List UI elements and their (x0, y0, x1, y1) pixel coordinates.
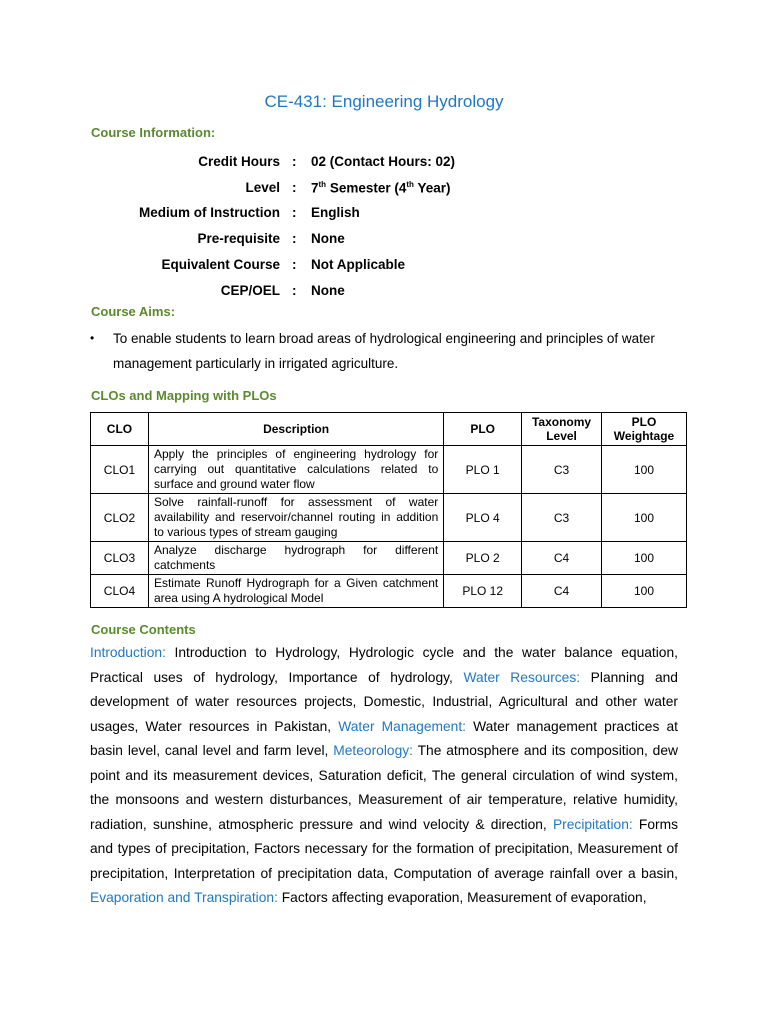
info-row-equivalent-course (0, 257, 768, 277)
level-year-text: Year) (413, 180, 451, 196)
info-separator: : (292, 257, 297, 272)
column-header-clo: CLO (91, 413, 149, 446)
clo-description-cell: Analyze discharge hydrograph for different catchments (148, 542, 443, 575)
plo-cell: PLO 2 (444, 542, 522, 575)
course-information-heading: Course Information: (91, 125, 216, 140)
info-separator: : (292, 231, 297, 246)
table-header-row (91, 413, 687, 446)
clo-mapping-table (90, 412, 687, 608)
plo-cell: PLO 1 (444, 446, 522, 494)
plo-cell: PLO 4 (444, 494, 522, 542)
taxonomy-level-cell: C4 (522, 575, 602, 608)
info-row-pre-requisite (0, 231, 768, 251)
info-value: English (311, 205, 360, 220)
topic-description: Factors affecting evaporation, Measurement of evaporation, (277, 890, 647, 905)
plo-weightage-cell: 100 (602, 494, 687, 542)
ordinal-suffix: th (406, 180, 414, 189)
course-aim-text: To enable students to learn broad areas of hydrological engineering and principles of water management particularly in irrigated agriculture. (113, 331, 655, 371)
course-contents-paragraph (90, 641, 678, 911)
course-contents-heading: Course Contents (91, 622, 196, 637)
info-label: Medium of Instruction (139, 205, 280, 220)
topic-label-water-resources: Water Resources: (463, 669, 581, 685)
taxonomy-level-cell: C3 (522, 494, 602, 542)
plo-weightage-cell: 100 (602, 575, 687, 608)
plo-cell: PLO 12 (444, 575, 522, 608)
course-title: CE-431: Engineering Hydrology (264, 92, 504, 111)
clo-id-cell: CLO1 (91, 446, 149, 494)
topic-description: The atmosphere and its composition, dew point and its measurement devices, Saturation deficit, The general circulation of wind system, the monsoons and western disturbances, Measurement of air temperature, relative humidity, radiation, sunshine, atmospheric pressure and wind velocity & direction, (90, 743, 678, 832)
clo-description-cell: Solve rainfall-runoff for assessment of water availability and reservoir/channel routing in addition to various types of stream gauging (148, 494, 443, 542)
info-row-cep-oel (0, 283, 768, 303)
course-aims-list-item (90, 326, 690, 376)
table-row (91, 542, 687, 575)
column-header-plo-weightage: PLO Weightage (602, 413, 687, 446)
bullet-icon: • (90, 331, 95, 345)
ordinal-suffix: th (318, 180, 327, 189)
taxonomy-level-cell: C4 (522, 542, 602, 575)
info-separator: : (292, 205, 297, 220)
taxonomy-level-cell: C3 (522, 446, 602, 494)
info-value: Not Applicable (311, 257, 406, 272)
clo-description-cell: Apply the principles of engineering hydrology for carrying out quantitative calculations related to surface and ground water flow (148, 446, 443, 494)
topic-description: Forms and types of precipitation, Factors necessary for the formation of precipitation, Measurement of precipitation, Interpretation of precipitation data, Computation of average rainfall over a basin, (90, 816, 678, 881)
topic-label-evaporation-transpiration: Evaporation and Transpiration: (90, 890, 278, 905)
column-header-plo: PLO (444, 413, 522, 446)
course-aims-heading: Course Aims: (91, 304, 176, 319)
topic-description: Water management practices at basin level, canal level and farm level, (90, 718, 678, 758)
topic-label-introduction: Introduction: (90, 645, 166, 660)
info-separator: : (292, 180, 297, 195)
info-label: Equivalent Course (161, 257, 280, 272)
info-row-medium-of-instruction (0, 205, 768, 225)
table-row (91, 494, 687, 542)
info-row-level (0, 180, 768, 200)
info-separator: : (292, 154, 297, 169)
info-value: 02 (Contact Hours: 02) (311, 154, 456, 169)
topic-label-meteorology: Meteorology: (333, 743, 413, 758)
info-label: Pre-requisite (197, 231, 280, 246)
topic-label-precipitation: Precipitation: (552, 816, 633, 832)
level-semester-text: Semester (4 (326, 180, 407, 196)
clo-id-cell: CLO4 (91, 575, 149, 608)
column-header-description: Description (148, 413, 443, 446)
clo-mapping-heading: CLOs and Mapping with PLOs (91, 388, 277, 403)
table-row (91, 446, 687, 494)
topic-description: Planning and development of water resources projects, Domestic, Industrial, Agricultural and other water usages, Water resources in Pakistan, (90, 669, 678, 734)
info-label: Level (245, 180, 280, 195)
info-value (311, 180, 450, 196)
info-value: None (311, 231, 345, 246)
plo-weightage-cell: 100 (602, 446, 687, 494)
info-label: CEP/OEL (220, 283, 280, 298)
topic-label-water-management: Water Management: (338, 718, 467, 734)
clo-id-cell: CLO3 (91, 542, 149, 575)
topic-description: Introduction to Hydrology, Hydrologic cycle and the water balance equation, Practical uses of hydrology, Importance of hydrology, (90, 645, 678, 685)
column-header-taxonomy-level: Taxonomy Level (522, 413, 602, 446)
info-label: Credit Hours (198, 154, 280, 169)
plo-weightage-cell: 100 (602, 542, 687, 575)
info-value: None (311, 283, 345, 298)
info-row-credit-hours (0, 154, 768, 174)
clo-description-cell: Estimate Runoff Hydrograph for a Given catchment area using A hydrological Model (148, 575, 443, 608)
info-separator: : (292, 283, 297, 298)
table-row (91, 575, 687, 608)
clo-id-cell: CLO2 (91, 494, 149, 542)
level-number: 7 (311, 180, 319, 196)
